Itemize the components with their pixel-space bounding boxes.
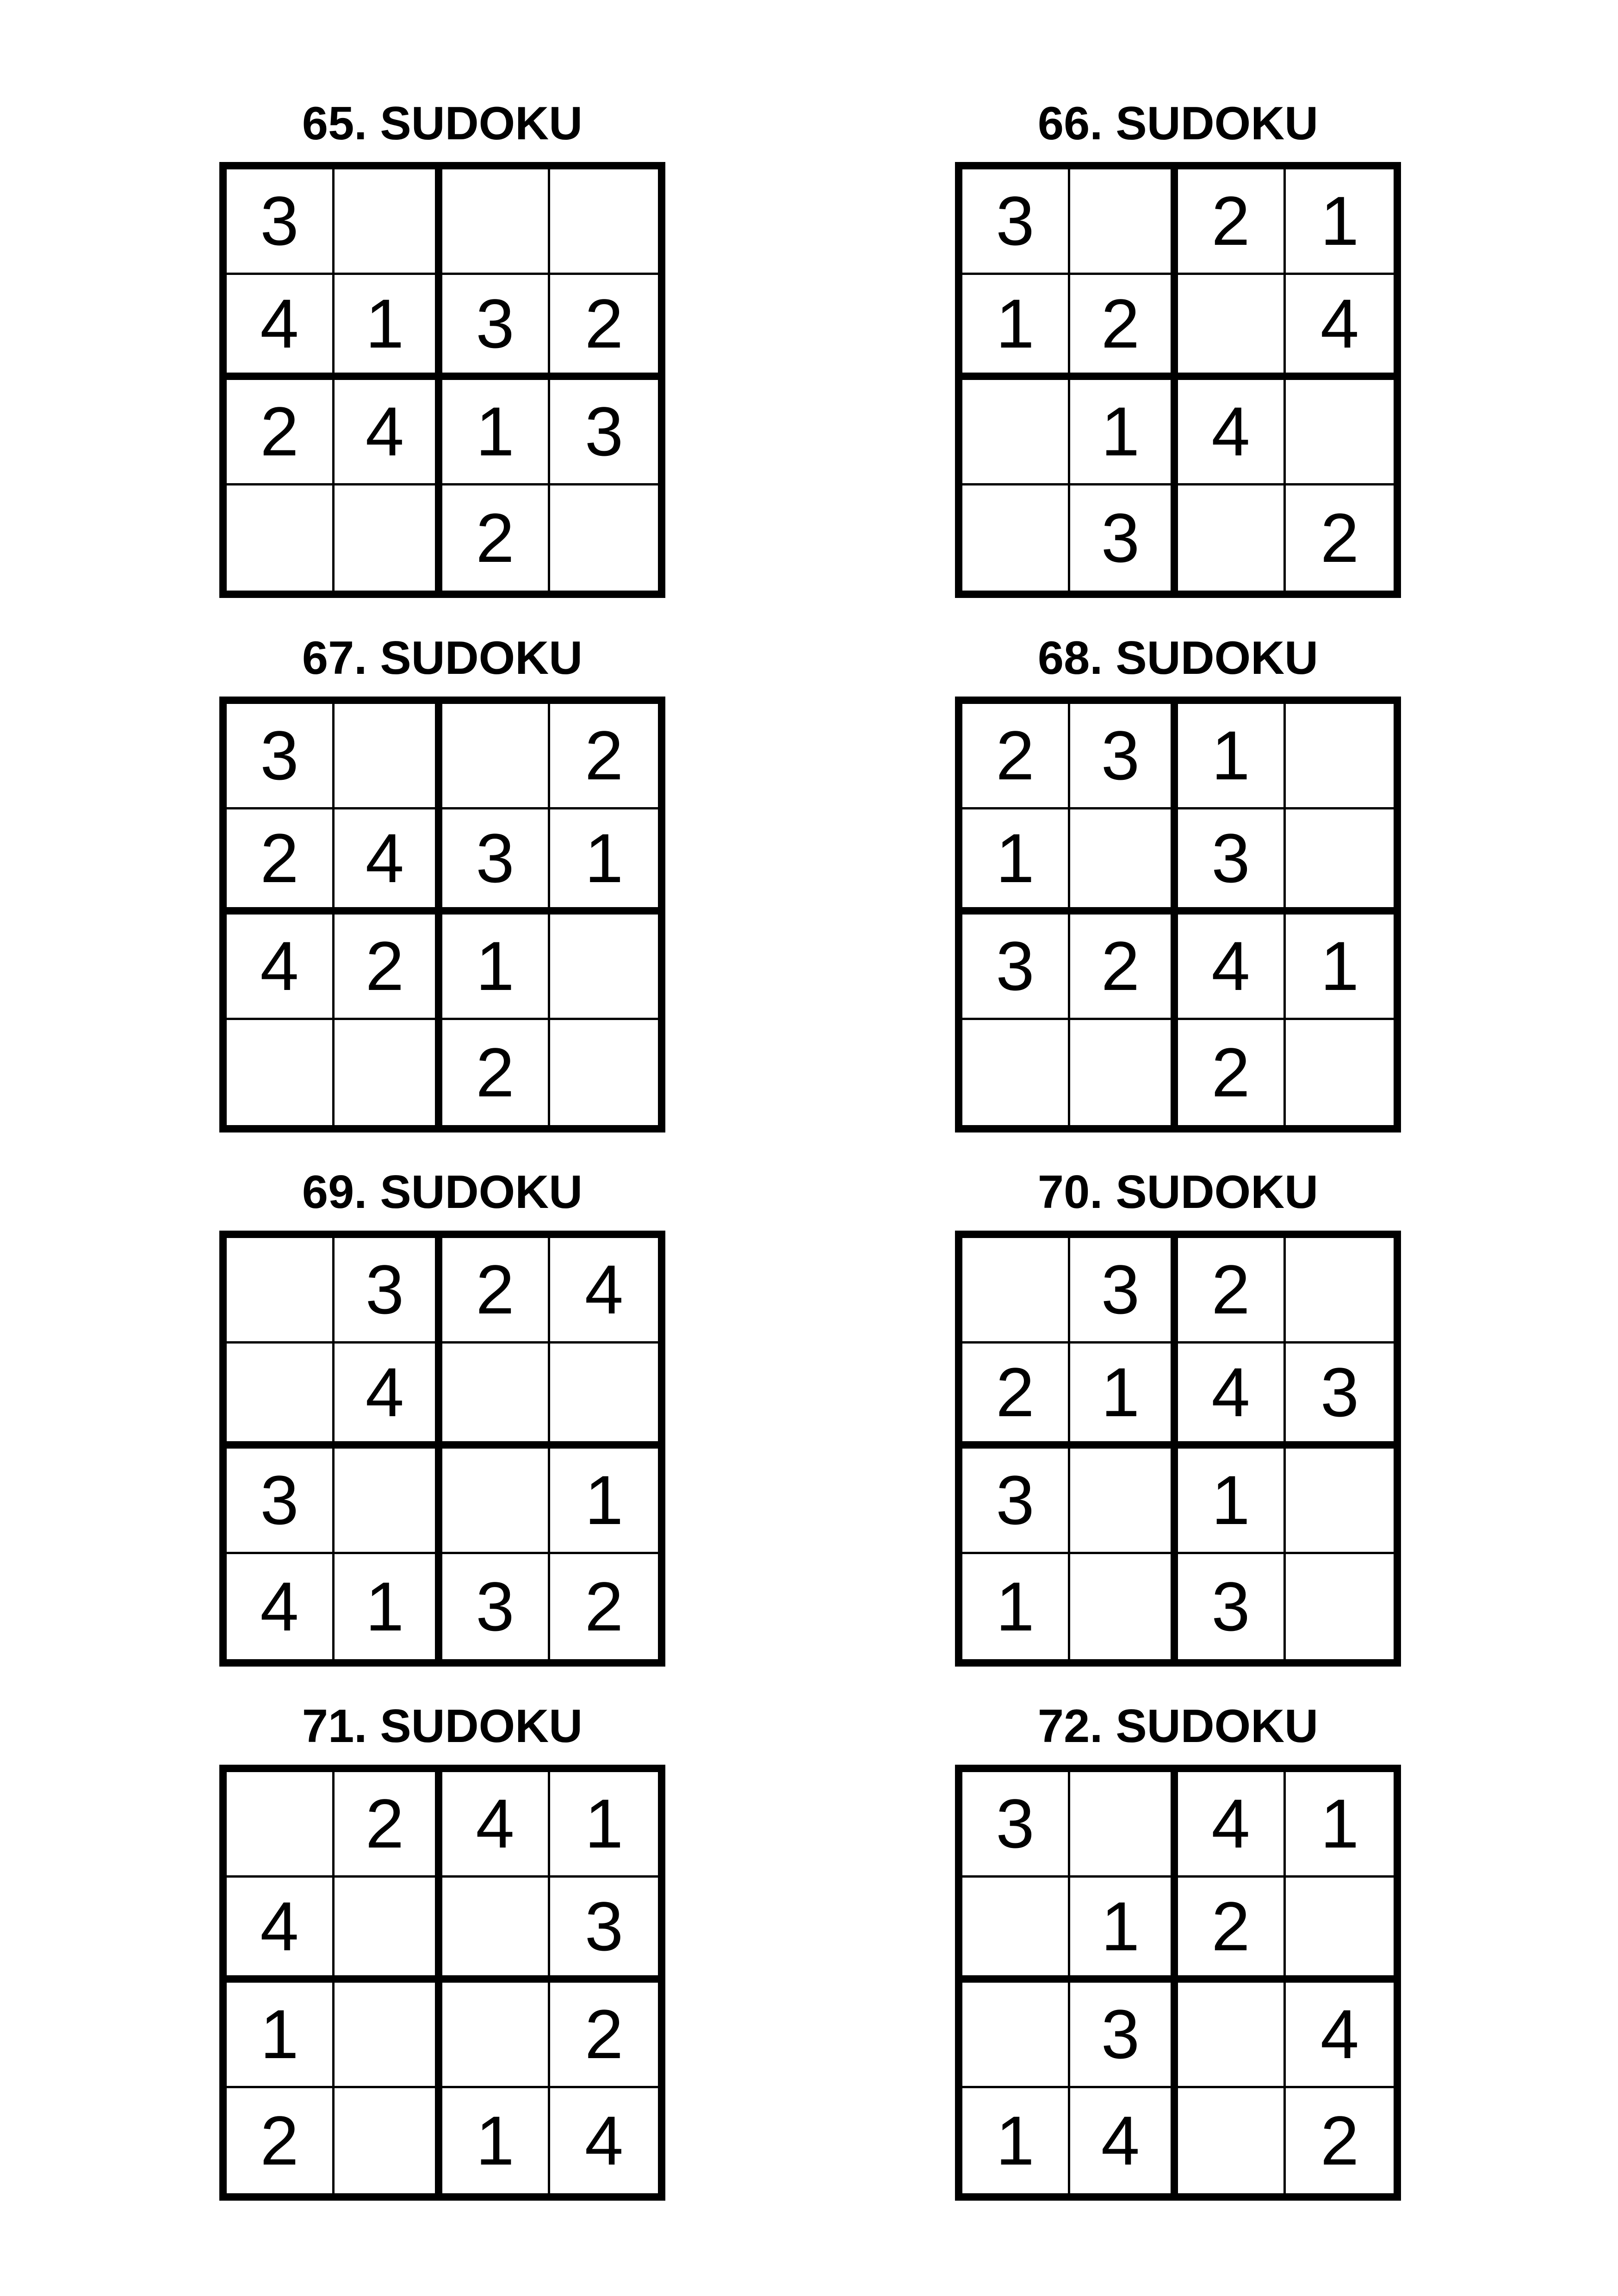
sudoku-cell[interactable] [335,1449,442,1554]
sudoku-cell[interactable]: 2 [442,485,550,591]
sudoku-cell[interactable]: 2 [550,1983,658,2088]
sudoku-cell[interactable]: 3 [1286,1344,1394,1449]
sudoku-cell[interactable] [962,485,1070,591]
sudoku-cell[interactable]: 3 [1070,1983,1178,2088]
sudoku-cell[interactable]: 4 [584,2102,624,2180]
sudoku-cell[interactable] [1070,1772,1178,1878]
sudoku-cell[interactable]: 2 [1320,499,1359,577]
sudoku-cell[interactable]: 4 [442,1772,550,1878]
sudoku-cell[interactable] [227,1020,335,1126]
sudoku-cell[interactable]: 1 [1070,1344,1178,1449]
sudoku-cell[interactable] [442,704,550,809]
sudoku-cell[interactable]: 2 [550,704,658,809]
sudoku-cell[interactable] [550,1020,658,1126]
puzzle-title: 68. SUDOKU [1037,632,1319,684]
sudoku-cell[interactable]: 3 [550,380,658,485]
sudoku-cell[interactable] [1286,1238,1394,1344]
sudoku-cell[interactable]: 1 [1286,915,1394,1020]
sudoku-cell[interactable]: 3 [962,915,1070,1020]
sudoku-cell[interactable]: 3 [442,809,550,915]
sudoku-grid [955,697,1401,1132]
sudoku-cell[interactable] [962,1878,1070,1983]
sudoku-cell[interactable] [550,169,658,275]
sudoku-cell[interactable]: 1 [442,380,550,485]
sudoku-cell[interactable]: 1 [1286,169,1394,275]
sudoku-cell[interactable] [442,1344,550,1449]
sudoku-grid [219,697,665,1132]
sudoku-cell[interactable] [962,1020,1070,1126]
sudoku-cell[interactable]: 3 [550,1878,658,1983]
sudoku-cell[interactable] [1286,1020,1394,1126]
sudoku-cell[interactable]: 1 [442,915,550,1020]
sudoku-cell[interactable] [962,1983,1070,2088]
sudoku-cell[interactable] [1286,380,1394,485]
sudoku-cell[interactable]: 1 [550,809,658,915]
sudoku-cell[interactable]: 4 [1286,1983,1394,2088]
sudoku-cell[interactable] [1070,169,1178,275]
sudoku-cell[interactable]: 2 [1178,1238,1286,1344]
sudoku-cell[interactable]: 2 [1320,2102,1359,2180]
sudoku-cell[interactable] [550,1344,658,1449]
puzzle-title: 65. SUDOKU [302,98,583,149]
sudoku-cell[interactable] [962,380,1070,485]
sudoku-cell[interactable]: 2 [962,704,1070,809]
sudoku-cell[interactable]: 3 [227,1449,335,1554]
sudoku-cell[interactable]: 4 [1070,2088,1178,2194]
sudoku-cell[interactable] [335,704,442,809]
sudoku-cell[interactable] [1178,485,1286,591]
sudoku-cell[interactable] [227,485,335,591]
sudoku-cell[interactable] [1286,1554,1394,1660]
sudoku-cell[interactable]: 3 [227,704,335,809]
sudoku-cell[interactable] [550,915,658,1020]
sudoku-grid [219,1765,665,2201]
sudoku-cell[interactable]: 4 [335,1344,442,1449]
sudoku-cell[interactable]: 2 [962,1344,1070,1449]
sudoku-cell[interactable] [1286,704,1394,809]
sudoku-cell[interactable] [1178,1983,1286,2088]
sudoku-cell[interactable]: 3 [442,1554,550,1660]
puzzle-title: 72. SUDOKU [1037,1700,1319,1752]
sudoku-cell[interactable]: 2 [227,2088,335,2194]
sudoku-cell[interactable] [335,1020,442,1126]
sudoku-cell[interactable] [335,169,442,275]
sudoku-grid [955,1231,1401,1667]
puzzle-title: 67. SUDOKU [302,632,583,684]
sudoku-cell[interactable]: 3 [442,275,550,380]
sudoku-cell[interactable]: 4 [335,380,442,485]
sudoku-cell[interactable] [1286,809,1394,915]
sudoku-cell[interactable] [1070,809,1178,915]
sudoku-cell[interactable]: 1 [962,809,1070,915]
sudoku-cell[interactable]: 1 [962,2088,1070,2194]
sudoku-cell[interactable]: 3 [1070,485,1178,591]
sudoku-cell[interactable] [227,1238,335,1344]
sudoku-cell[interactable] [442,1983,550,2088]
sudoku-grid [955,162,1401,598]
sudoku-cell[interactable]: 1 [335,275,442,380]
sudoku-cell[interactable] [1178,2088,1286,2194]
sudoku-cell[interactable] [335,1878,442,1983]
sudoku-grid [955,1765,1401,2201]
sudoku-cell[interactable]: 2 [550,275,658,380]
sudoku-cell[interactable]: 2 [442,1238,550,1344]
sudoku-cell[interactable]: 3 [962,169,1070,275]
sudoku-cell[interactable]: 2 [442,1020,550,1126]
sudoku-cell[interactable] [442,169,550,275]
sudoku-cell[interactable] [227,1344,335,1449]
sudoku-cell[interactable]: 1 [227,1983,335,2088]
sudoku-cell[interactable]: 1 [1070,380,1178,485]
sudoku-cell[interactable] [1070,1554,1178,1660]
puzzle-title: 69. SUDOKU [302,1166,583,1218]
sudoku-cell[interactable]: 2 [1070,915,1178,1020]
sudoku-cell[interactable]: 3 [1178,1554,1286,1660]
sudoku-cell[interactable]: 3 [227,169,335,275]
sudoku-cell[interactable]: 4 [1178,1772,1286,1878]
sudoku-cell[interactable]: 3 [962,1772,1070,1878]
sudoku-cell[interactable]: 1 [1178,704,1286,809]
puzzle-title: 66. SUDOKU [1037,98,1319,149]
sudoku-cell[interactable]: 2 [1178,1878,1286,1983]
sudoku-cell[interactable]: 3 [1070,704,1178,809]
sudoku-cell[interactable] [1070,1020,1178,1126]
sudoku-cell[interactable]: 2 [335,1772,442,1878]
sudoku-cell[interactable]: 3 [962,1449,1070,1554]
puzzle-title: 71. SUDOKU [302,1700,583,1752]
sudoku-cell[interactable] [442,1449,550,1554]
sudoku-cell[interactable]: 4 [227,1554,335,1660]
sudoku-cell[interactable]: 1 [1178,1449,1286,1554]
sudoku-cell[interactable] [1286,1878,1394,1983]
sudoku-cell[interactable]: 4 [1178,1344,1286,1449]
sudoku-cell[interactable]: 4 [227,915,335,1020]
sudoku-cell[interactable] [1070,1449,1178,1554]
sudoku-cell[interactable]: 1 [1070,1878,1178,1983]
sudoku-cell[interactable]: 4 [335,809,442,915]
sudoku-cell[interactable]: 1 [442,2088,550,2194]
sudoku-cell[interactable] [442,1878,550,1983]
sudoku-cell[interactable]: 2 [227,809,335,915]
sudoku-cell[interactable]: 1 [962,1554,1070,1660]
puzzle-title: 70. SUDOKU [1037,1166,1319,1218]
sudoku-cell[interactable]: 1 [550,1772,658,1878]
sudoku-cell[interactable]: 1 [550,1449,658,1554]
sudoku-cell[interactable]: 3 [1070,1238,1178,1344]
sudoku-cell[interactable]: 4 [1178,915,1286,1020]
sudoku-cell[interactable] [335,1983,442,2088]
sudoku-cell[interactable]: 2 [584,1568,624,1646]
sudoku-cell[interactable] [227,1772,335,1878]
sudoku-cell[interactable]: 3 [1178,809,1286,915]
sudoku-cell[interactable]: 4 [1286,275,1394,380]
sudoku-cell[interactable]: 3 [335,1238,442,1344]
sudoku-cell[interactable] [1286,1449,1394,1554]
sudoku-cell[interactable]: 4 [550,1238,658,1344]
sudoku-cell[interactable]: 4 [227,1878,335,1983]
sudoku-cell[interactable]: 2 [1178,1020,1286,1126]
sudoku-cell[interactable] [550,485,658,591]
sudoku-cell[interactable] [335,2088,442,2194]
sudoku-grid [219,162,665,598]
sudoku-cell[interactable]: 2 [1070,275,1178,380]
sudoku-cell[interactable]: 4 [1178,380,1286,485]
sudoku-cell[interactable]: 2 [227,380,335,485]
sudoku-cell[interactable]: 4 [227,275,335,380]
sudoku-grid [219,1231,665,1667]
sudoku-cell[interactable]: 2 [1178,169,1286,275]
sudoku-cell[interactable]: 1 [335,1554,442,1660]
sudoku-cell[interactable] [962,1238,1070,1344]
sudoku-cell[interactable] [1178,275,1286,380]
sudoku-cell[interactable]: 2 [335,915,442,1020]
sudoku-cell[interactable]: 1 [962,275,1070,380]
sudoku-cell[interactable]: 1 [1286,1772,1394,1878]
sudoku-cell[interactable] [335,485,442,591]
